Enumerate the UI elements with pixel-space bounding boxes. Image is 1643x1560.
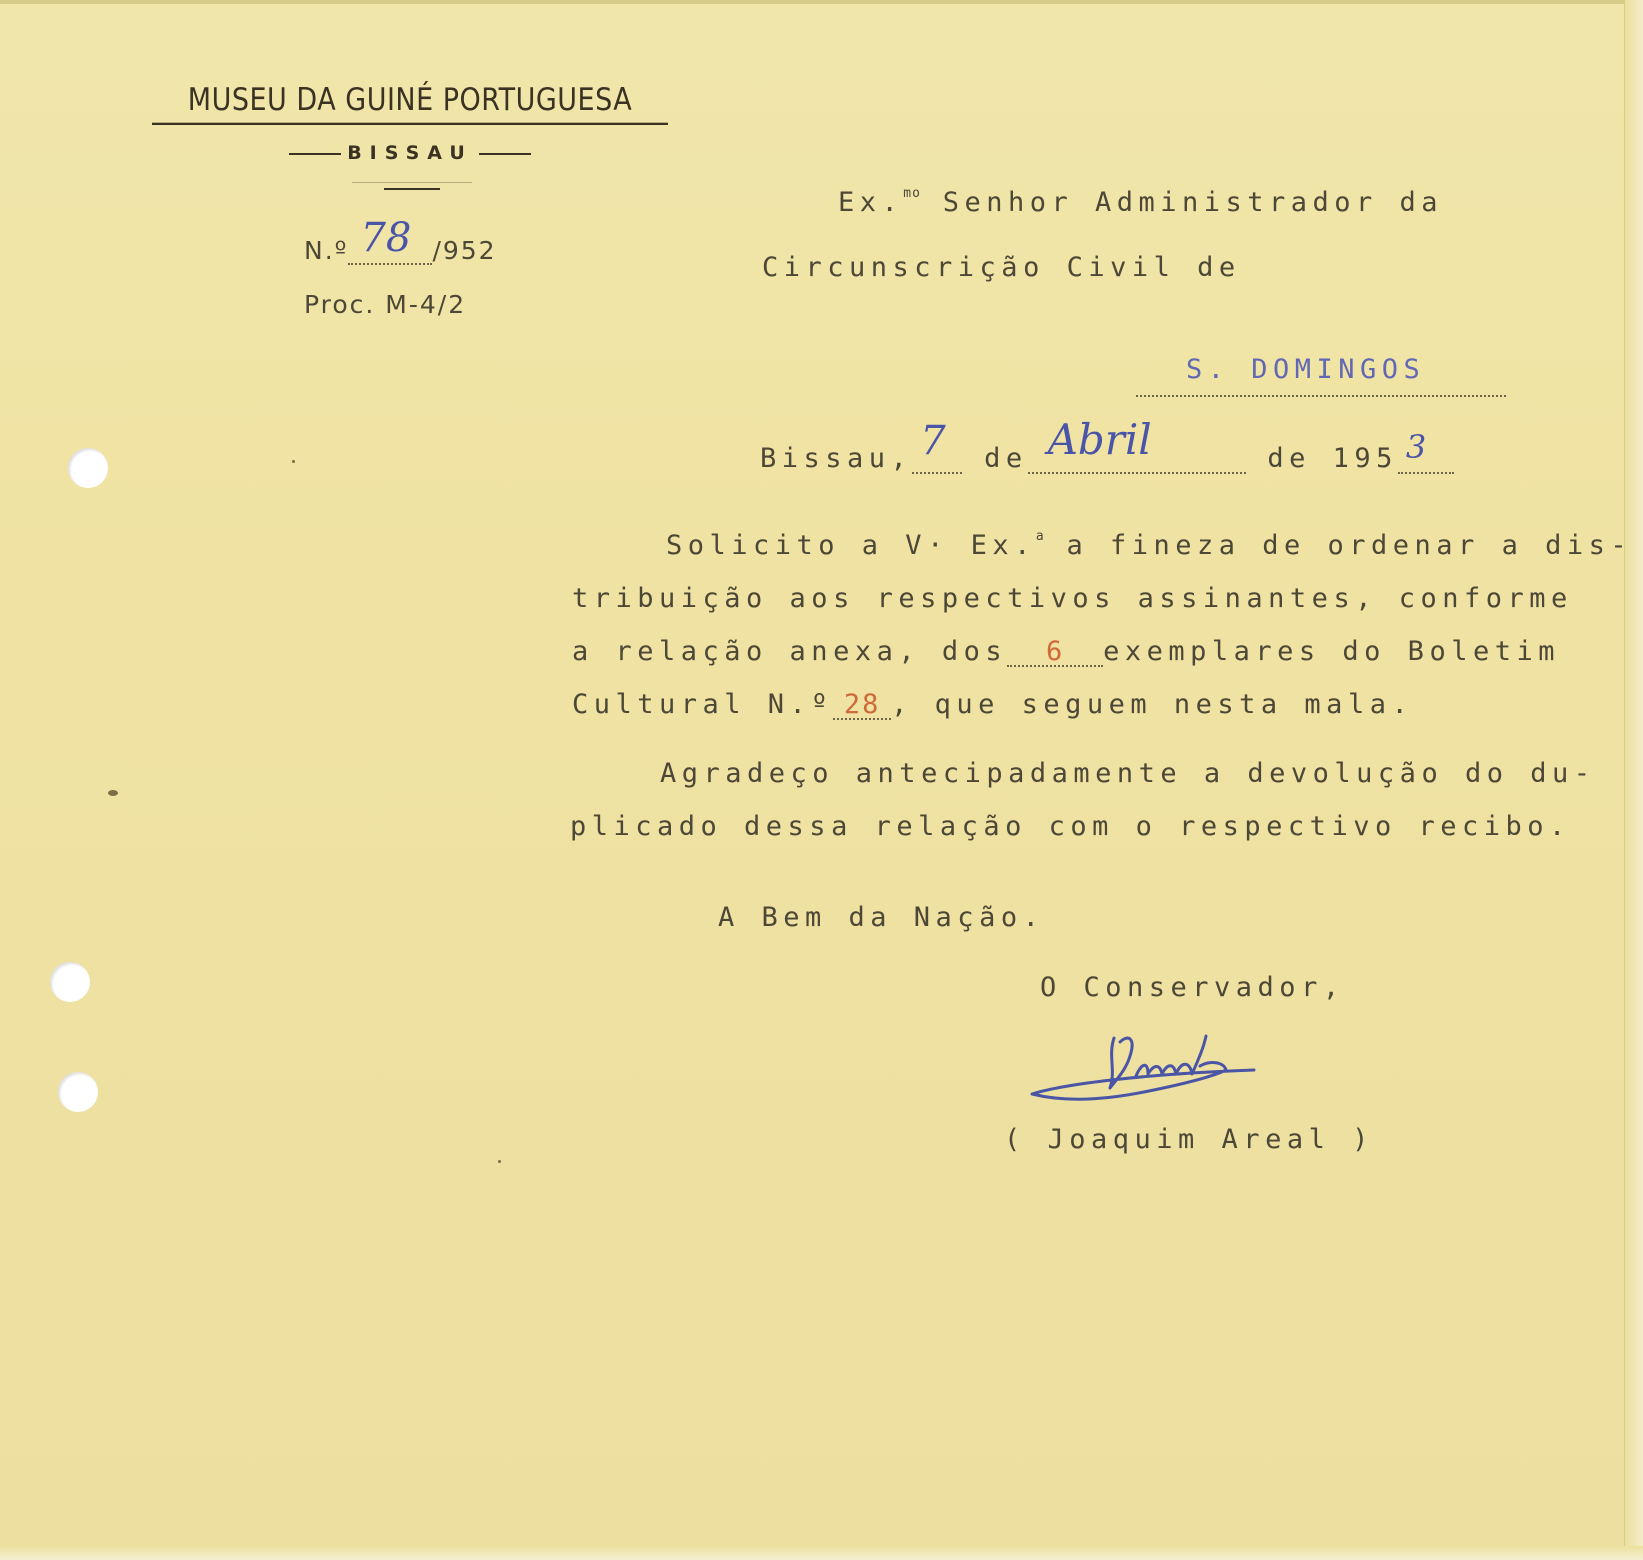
date-line [760,415,1454,474]
addressee-line-1 [838,186,1444,218]
number-field [348,215,432,265]
body-text: · [927,530,949,561]
body-line-6: plicado dessa relação com o respectivo recibo. [570,811,1571,842]
date-city: Bissau, [760,443,913,474]
addressee-place: S. DOMINGOS [1186,354,1426,385]
letterhead-city [152,142,668,164]
handwritten-bulletin-number: 28 [843,689,881,720]
dash-rule [289,153,341,155]
page-bottom-edge [0,1546,1643,1560]
handwritten-day: 7 [920,418,946,464]
addressee-line-2: Circunscrição Civil de [762,252,1241,283]
body-text: a relação anexa, dos [572,636,1008,667]
body-line-4 [572,691,1413,720]
page-top-edge [0,0,1643,4]
city-name: BISSAU [347,142,473,164]
body-text: Solicito a V [666,530,928,561]
superscript: mo [903,186,921,201]
dash-rule [479,153,531,155]
handwritten-number: 78 [360,215,412,261]
closing-salutation: A Bem da Nação. [718,902,1045,933]
superscript: a [1035,529,1045,544]
body-text: Ex. [948,530,1036,561]
paper-mark [108,790,118,796]
body-text: , que seguem nesta mala. [891,689,1414,720]
date-de: de [984,443,1028,474]
body-text: a fineza de ordenar a dis- [1044,530,1633,561]
day-field [912,418,962,474]
addressee-place-field [1136,356,1506,397]
body-line-3 [572,638,1560,667]
punch-hole-icon [58,1072,98,1112]
body-line-5: Agradeço antecipadamente a devolução do du- [660,758,1596,789]
page-right-edge [1624,0,1643,1560]
year-suffix: /952 [432,236,497,265]
date-year-prefix: de 195 [1267,443,1398,474]
handwritten-year-digit: 3 [1405,428,1427,466]
signatory-name: ( Joaquim Areal ) [1004,1124,1374,1155]
addressee-rest: Senhor Administrador da [920,187,1444,218]
body-text: exemplares do Boletim [1103,636,1560,667]
body-line-1 [666,529,1633,561]
count-field [1007,638,1103,667]
body-text: Cultural N.º [572,689,834,720]
letterhead-rule [384,188,440,190]
letterhead [152,82,668,164]
handwritten-month: Abril [1047,415,1152,464]
letterhead-rule [352,182,472,183]
process-reference: Proc. M-4/2 [304,290,467,319]
handwritten-count: 6 [1045,636,1065,667]
punch-hole-icon [68,448,108,488]
body-line-2: tribuição aos respectivos assinantes, conforme [572,583,1573,614]
signatory-title: O Conservador, [1040,972,1345,1003]
reference-number [304,215,497,265]
bulletin-number-field [833,691,891,720]
number-prefix: N.º [304,236,349,265]
paper-mark [498,1160,501,1163]
addressee-prefix: Ex. [838,187,904,218]
paper-mark [292,460,295,463]
punch-hole-icon [50,962,90,1002]
month-field [1028,415,1246,474]
institution-name: MUSEU DA GUINÉ PORTUGUESA [152,85,668,125]
signature-icon [1024,1026,1324,1126]
year-field [1398,428,1454,474]
